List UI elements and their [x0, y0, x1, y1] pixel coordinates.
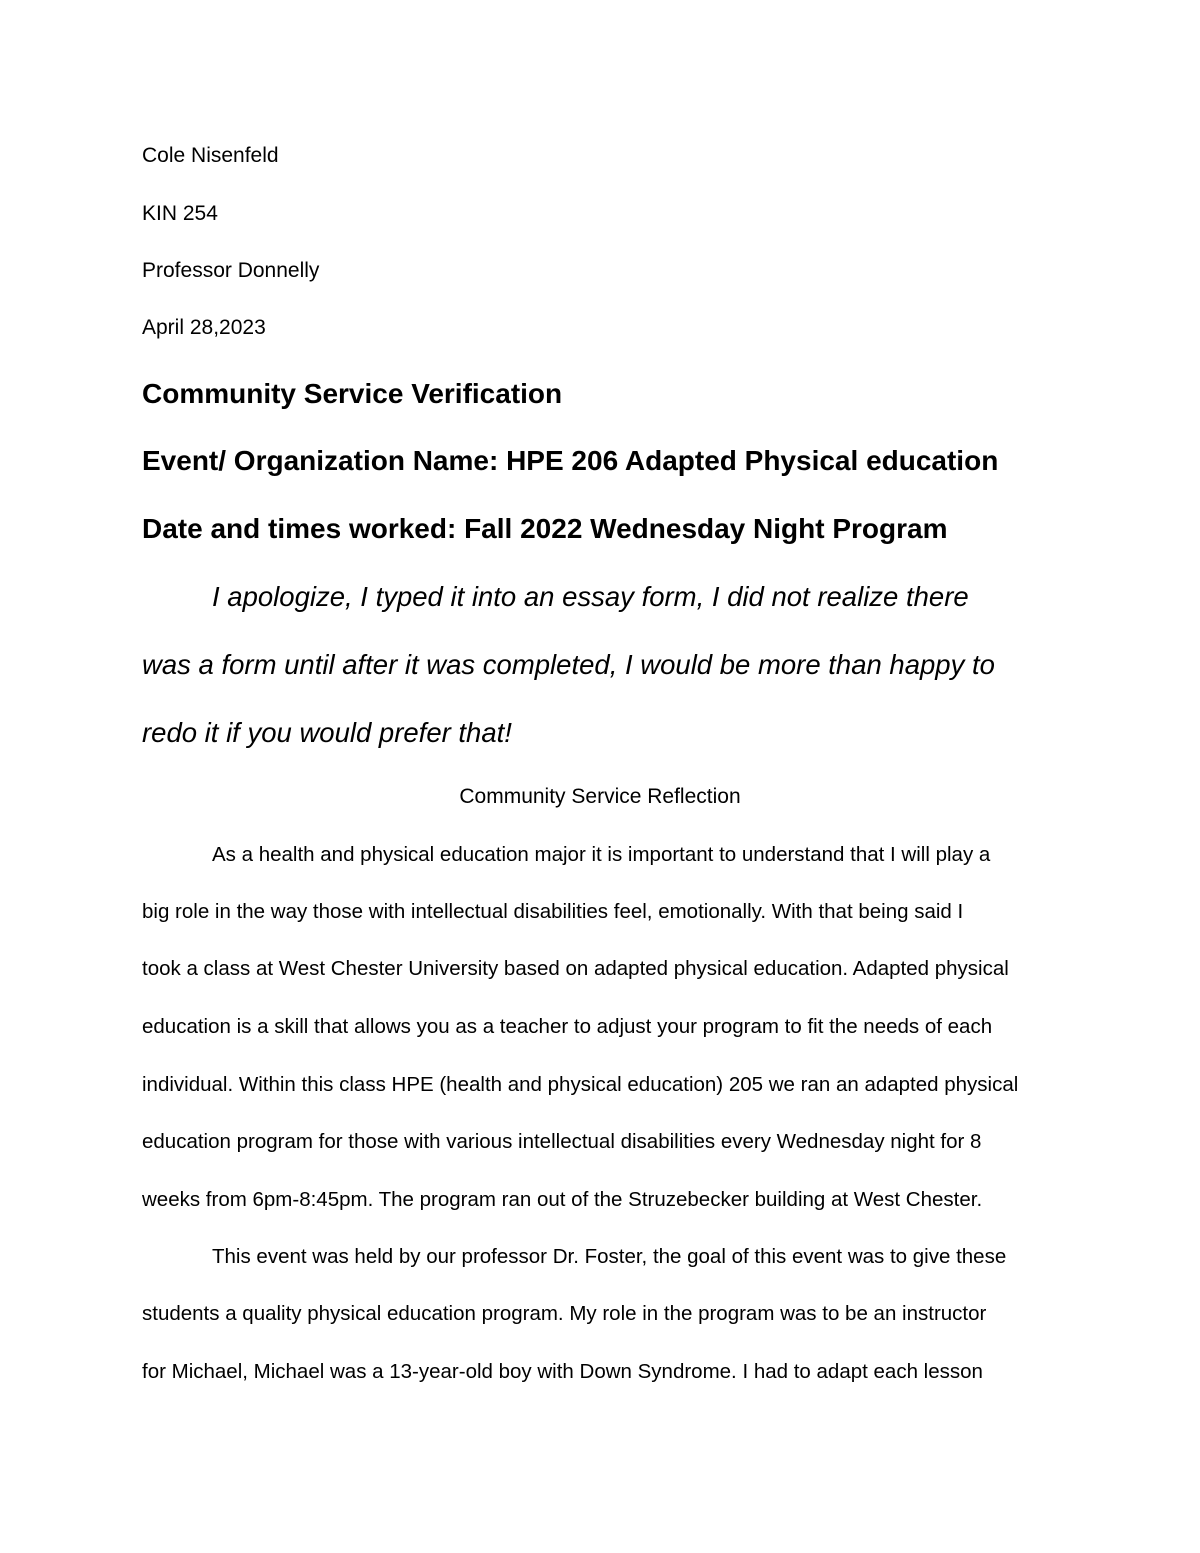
reflection-title: Community Service Reflection [459, 785, 741, 808]
event-organization-line: Event/ Organization Name: HPE 206 Adapted Physical education [142, 445, 999, 476]
paragraph2-line-3: for Michael, Michael was a 13-year-old boy with Down Syndrome. I had to adapt each lesson [142, 1360, 983, 1383]
paragraph2-line-1: This event was held by our professor Dr. Foster, the goal of this event was to give these [212, 1245, 1007, 1268]
document-date: April 28,2023 [142, 316, 266, 339]
course-code: KIN 254 [142, 202, 218, 225]
student-name: Cole Nisenfeld [142, 144, 279, 167]
paragraph1-line-7: weeks from 6pm-8:45pm. The program ran out of the Struzebecker building at West Chester. [142, 1188, 983, 1211]
paragraph1-line-1: As a health and physical education major it is important to understand that I will play a [212, 843, 991, 866]
paragraph1-line-2: big role in the way those with intellectual disabilities feel, emotionally. With that being said I [142, 900, 964, 923]
paragraph1-line-6: education program for those with various intellectual disabilities every Wednesday night for 8 [142, 1130, 982, 1153]
apology-line-1: I apologize, I typed it into an essay form, I did not realize there [212, 581, 969, 612]
paragraph1-line-3: took a class at West Chester University based on adapted physical education. Adapted physical [142, 957, 1009, 980]
dates-worked-line: Date and times worked: Fall 2022 Wednesday Night Program [142, 513, 948, 544]
professor-name: Professor Donnelly [142, 259, 320, 282]
paragraph2-line-2: students a quality physical education program. My role in the program was to be an instructor [142, 1302, 987, 1325]
apology-line-3: redo it if you would prefer that! [142, 717, 512, 748]
paragraph1-line-4: education is a skill that allows you as a teacher to adjust your program to fit the needs of each [142, 1015, 993, 1038]
apology-line-2: was a form until after it was completed, I would be more than happy to [142, 649, 995, 680]
paragraph1-line-5: individual. Within this class HPE (health and physical education) 205 we ran an adapted physical [142, 1073, 1019, 1096]
verification-title: Community Service Verification [142, 378, 563, 409]
